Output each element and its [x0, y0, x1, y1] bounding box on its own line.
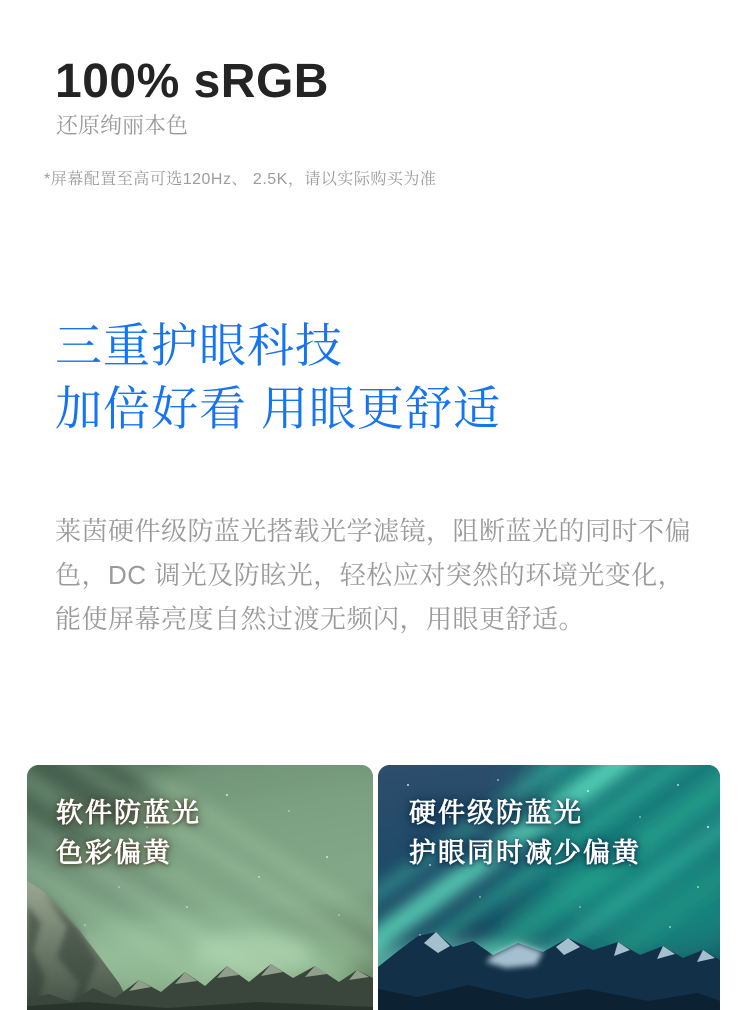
- eye-care-heading-line2: 加倍好看 用眼更舒适: [55, 382, 502, 435]
- blue-light-comparison: [27, 765, 720, 1010]
- page-subtitle: 还原绚丽本色: [56, 113, 189, 138]
- card-label-software-line1: 软件防蓝光: [56, 798, 201, 828]
- eye-care-heading-line1: 三重护眼科技: [55, 319, 343, 372]
- card-label-software-line2: 色彩偏黄: [56, 838, 172, 868]
- eye-care-heading: [55, 314, 501, 440]
- comparison-card-hardware: [378, 765, 720, 1010]
- eye-care-description: 莱茵硬件级防蓝光搭载光学滤镜，阻断蓝光的同时不偏色，DC 调光及防眩光，轻松应对突然的环境光变化，能使屏幕亮度自然过渡无频闪，用眼更舒适。: [55, 516, 692, 634]
- card-label-hardware: [409, 793, 641, 873]
- page-title: 100% sRGB: [55, 55, 329, 108]
- card-label-software: [56, 793, 201, 873]
- footnote: *屏幕配置至高可选120Hz、 2.5K，请以实际购买为准: [44, 171, 437, 188]
- card-label-hardware-line2: 护眼同时减少偏黄: [409, 838, 641, 868]
- comparison-card-software: [27, 765, 373, 1010]
- card-label-hardware-line1: 硬件级防蓝光: [409, 798, 583, 828]
